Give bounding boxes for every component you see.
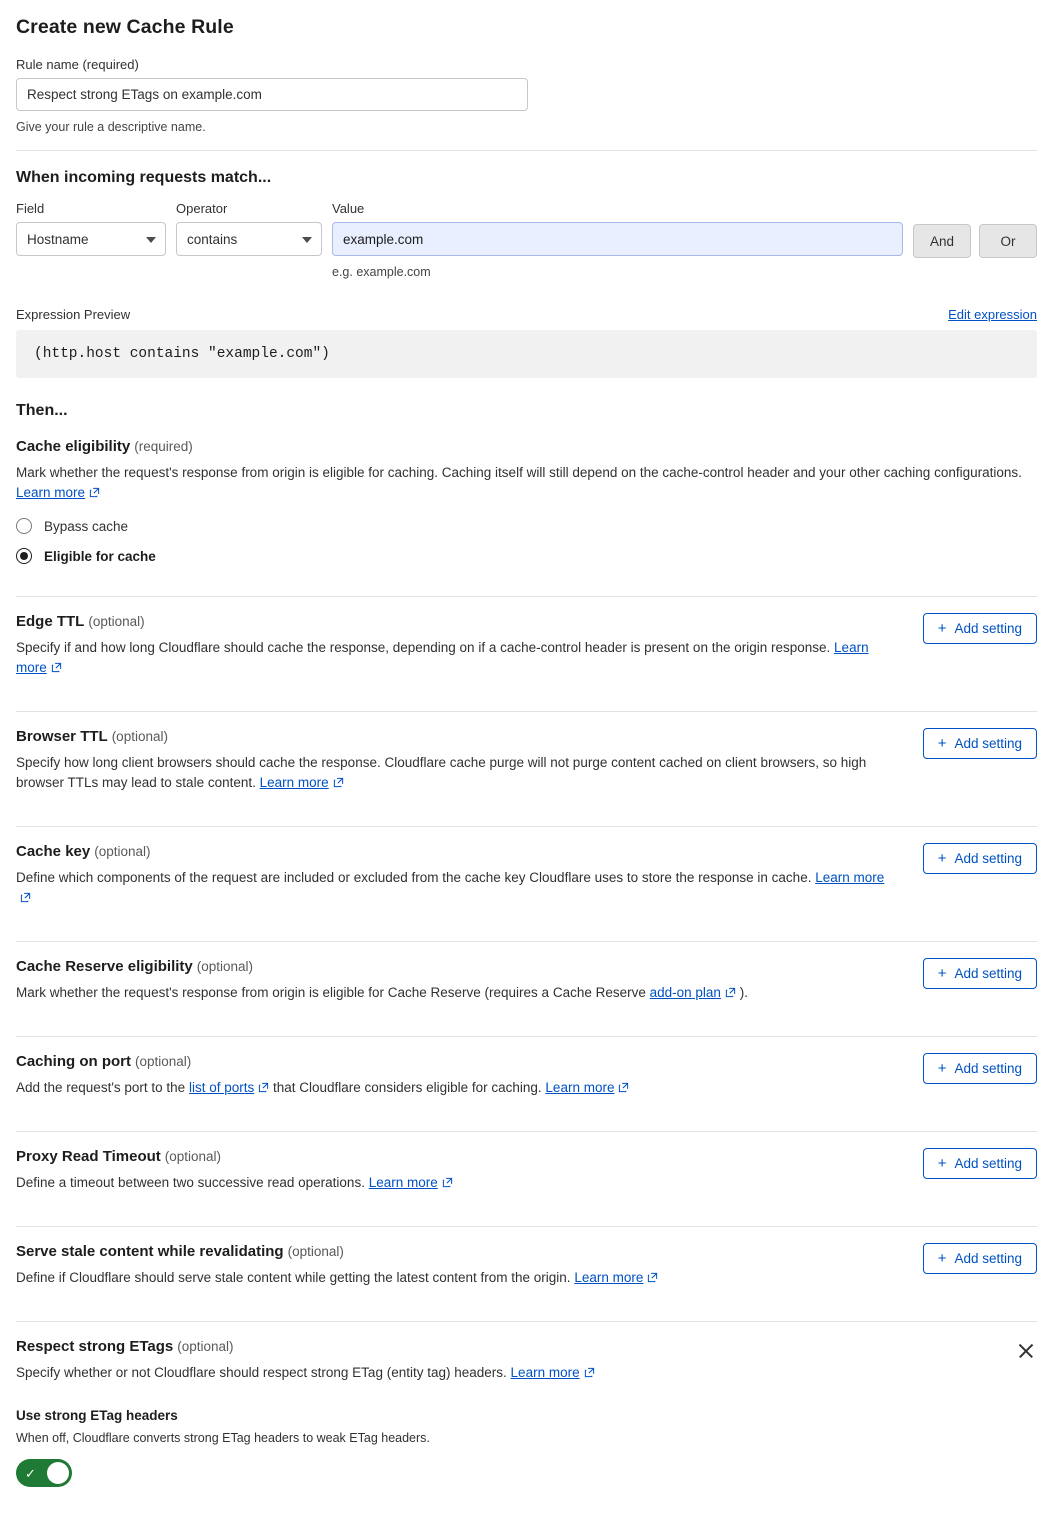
etags-optional-tag: (optional) xyxy=(177,1339,234,1354)
external-link-icon xyxy=(647,1269,658,1289)
etags-description xyxy=(16,1363,896,1384)
setting-description xyxy=(16,1078,896,1099)
match-row xyxy=(16,201,1037,279)
external-link-icon xyxy=(584,1364,595,1384)
setting-title xyxy=(16,1148,923,1165)
add-setting-button-serve-stale[interactable] xyxy=(923,1243,1037,1274)
setting-learn-more-link[interactable]: Learn more xyxy=(259,775,329,790)
radio-label-bypass: Bypass cache xyxy=(44,518,129,534)
expression-header xyxy=(16,307,1037,322)
logic-buttons xyxy=(913,224,1037,258)
setting-head xyxy=(16,1338,1037,1384)
plus-icon: + xyxy=(937,965,947,982)
add-on-plan-link[interactable]: add-on plan xyxy=(649,985,721,1000)
setting-optional-tag: (optional) xyxy=(111,729,168,744)
chevron-down-icon xyxy=(302,237,312,243)
chevron-down-icon xyxy=(146,237,156,243)
field-column xyxy=(16,201,166,256)
divider xyxy=(16,1321,1037,1322)
field-label: Field xyxy=(16,201,45,216)
setting-description-text: Define which components of the request are included or excluded from the cache key Cloudflare uses to store the response in cache. xyxy=(16,870,812,885)
setting-optional-tag: (optional) xyxy=(164,1149,222,1164)
etags-learn-more-link[interactable]: Learn more xyxy=(510,1365,580,1380)
divider xyxy=(16,1226,1037,1227)
setting-title-text: Browser TTL xyxy=(16,728,108,745)
value-hint: e.g. example.com xyxy=(332,265,431,279)
divider xyxy=(16,150,1037,151)
add-setting-button-proxy-read-timeout[interactable] xyxy=(923,1148,1037,1179)
field-select-value: Hostname xyxy=(27,231,89,247)
setting-description xyxy=(16,638,896,679)
check-icon: ✓ xyxy=(25,1465,36,1481)
value-input[interactable] xyxy=(332,222,903,256)
value-label: Value xyxy=(332,201,365,216)
external-link-icon xyxy=(20,889,31,909)
use-strong-etag-headers-description: When off, Cloudflare converts strong ETag headers to weak ETag headers. xyxy=(16,1431,430,1445)
etags-title-text: Respect strong ETags xyxy=(16,1338,174,1355)
plus-icon: + xyxy=(937,735,947,752)
radio-label-eligible: Eligible for cache xyxy=(44,548,156,564)
setting-cache-reserve-eligibility xyxy=(16,958,1037,1020)
cache-eligibility-title xyxy=(16,438,1037,455)
rule-name-label: Rule name (required) xyxy=(16,57,139,72)
setting-description-text: Mark whether the request's response from origin is eligible for Cache Reserve (requires a Cache Reserve xyxy=(16,985,646,1000)
setting-title xyxy=(16,958,923,975)
add-setting-button-cache-reserve[interactable] xyxy=(923,958,1037,989)
radio-eligible-for-cache[interactable] xyxy=(16,548,1037,564)
setting-proxy-read-timeout xyxy=(16,1148,1037,1210)
setting-title xyxy=(16,1053,923,1070)
setting-description-text: Specify how long client browsers should cache the response. Cloudflare cache purge will not purge content cached on client browsers, so high browser TTLs may lead to stale content. xyxy=(16,755,867,790)
cache-eligibility-description-text: Mark whether the request's response from origin is eligible for caching. Caching itself will still depend on the cache-control header and your other caching configurations. xyxy=(16,465,1022,480)
and-button[interactable]: And xyxy=(913,224,971,258)
setting-title-text: Caching on port xyxy=(16,1053,131,1070)
add-setting-button-browser-ttl[interactable] xyxy=(923,728,1037,759)
setting-description-text: Add the request's port to the xyxy=(16,1080,186,1095)
page-title: Create new Cache Rule xyxy=(16,16,234,38)
external-link-icon xyxy=(258,1079,269,1099)
plus-icon: + xyxy=(937,620,947,637)
setting-description xyxy=(16,753,896,794)
divider xyxy=(16,711,1037,712)
radio-icon-eligible xyxy=(16,548,32,564)
radio-bypass-cache[interactable] xyxy=(16,518,1037,534)
setting-title xyxy=(16,613,923,630)
or-button[interactable]: Or xyxy=(979,224,1037,258)
divider xyxy=(16,826,1037,827)
cache-eligibility-required-tag: (required) xyxy=(134,439,193,454)
setting-serve-stale-content xyxy=(16,1243,1037,1305)
cache-eligibility-block xyxy=(16,438,1037,580)
add-setting-label: Add setting xyxy=(954,1061,1022,1076)
add-setting-label: Add setting xyxy=(954,736,1022,751)
setting-optional-tag: (optional) xyxy=(287,1244,344,1259)
setting-head xyxy=(16,1148,1037,1194)
use-strong-etag-headers-label: Use strong ETag headers xyxy=(16,1408,178,1423)
setting-learn-more-link[interactable]: Learn more xyxy=(545,1080,615,1095)
expression-preview-box: (http.host contains "example.com") xyxy=(16,330,1037,378)
expression-preview-label: Expression Preview xyxy=(16,307,131,322)
rule-name-input[interactable] xyxy=(16,78,528,111)
setting-caching-on-port xyxy=(16,1053,1037,1115)
setting-description xyxy=(16,983,896,1004)
edit-expression-link[interactable]: Edit expression xyxy=(948,307,1037,322)
setting-optional-tag: (optional) xyxy=(135,1054,192,1069)
add-setting-label: Add setting xyxy=(954,621,1022,636)
add-setting-button-edge-ttl[interactable] xyxy=(923,613,1037,644)
setting-description-text-after: that Cloudflare considers eligible for caching. xyxy=(273,1080,542,1095)
setting-title xyxy=(16,1243,923,1260)
external-link-icon xyxy=(618,1079,629,1099)
external-link-icon xyxy=(89,484,100,504)
setting-head xyxy=(16,1243,1037,1289)
setting-title-text: Cache Reserve eligibility xyxy=(16,958,193,975)
add-setting-label: Add setting xyxy=(954,966,1022,981)
rule-name-helper: Give your rule a descriptive name. xyxy=(16,120,206,134)
external-link-icon xyxy=(725,984,736,1004)
use-strong-etag-headers-toggle[interactable] xyxy=(16,1459,72,1487)
toggle-knob xyxy=(47,1462,69,1484)
setting-title-text: Serve stale content while revalidating xyxy=(16,1243,284,1260)
setting-head xyxy=(16,843,1037,909)
divider xyxy=(16,1131,1037,1132)
external-link-icon xyxy=(51,659,62,679)
setting-learn-more-link[interactable]: Learn more xyxy=(16,640,869,675)
divider xyxy=(16,596,1037,597)
setting-learn-more-link[interactable]: Learn more xyxy=(815,870,885,885)
setting-title xyxy=(16,728,923,745)
add-setting-label: Add setting xyxy=(954,1156,1022,1171)
operator-column xyxy=(176,201,322,256)
cache-eligibility-description xyxy=(16,463,1037,504)
add-setting-label: Add setting xyxy=(954,1251,1022,1266)
setting-title-text: Cache key xyxy=(16,843,91,860)
operator-select-value: contains xyxy=(187,231,238,247)
etags-title xyxy=(16,1338,1015,1355)
divider xyxy=(16,941,1037,942)
rule-name-group xyxy=(16,57,1037,134)
setting-title-text: Proxy Read Timeout xyxy=(16,1148,161,1165)
plus-icon: + xyxy=(937,1155,947,1172)
radio-icon-bypass xyxy=(16,518,32,534)
cache-eligibility-learn-more-link[interactable]: Learn more xyxy=(16,485,86,500)
setting-head xyxy=(16,613,1037,679)
setting-optional-tag: (optional) xyxy=(88,614,145,629)
setting-browser-ttl xyxy=(16,728,1037,810)
setting-head xyxy=(16,728,1037,794)
setting-description xyxy=(16,1173,896,1194)
plus-icon: + xyxy=(937,1060,947,1077)
setting-description xyxy=(16,868,896,909)
close-icon[interactable] xyxy=(1015,1340,1037,1362)
external-link-icon xyxy=(333,774,344,794)
add-setting-button-cache-key[interactable] xyxy=(923,843,1037,874)
setting-respect-strong-etags xyxy=(16,1338,1037,1503)
value-column xyxy=(332,201,903,279)
field-select[interactable] xyxy=(16,222,166,256)
setting-edge-ttl xyxy=(16,613,1037,695)
setting-title-text: Edge TTL xyxy=(16,613,85,630)
add-setting-button-caching-on-port[interactable] xyxy=(923,1053,1037,1084)
setting-optional-tag: (optional) xyxy=(196,959,254,974)
setting-learn-more-link[interactable]: Learn more xyxy=(368,1175,438,1190)
setting-head xyxy=(16,958,1037,1004)
setting-head xyxy=(16,1053,1037,1099)
then-heading: Then... xyxy=(16,402,68,419)
list-of-ports-link[interactable]: list of ports xyxy=(188,1080,255,1095)
external-link-icon xyxy=(442,1174,453,1194)
plus-icon: + xyxy=(937,1250,947,1267)
plus-icon: + xyxy=(937,850,947,867)
divider xyxy=(16,1036,1037,1037)
setting-cache-key xyxy=(16,843,1037,925)
setting-optional-tag: (optional) xyxy=(94,844,151,859)
setting-description-text: Define if Cloudflare should serve stale content while getting the latest content from the origin. xyxy=(16,1270,571,1285)
match-section-heading: When incoming requests match... xyxy=(16,169,272,186)
cache-eligibility-title-text: Cache eligibility xyxy=(16,438,131,455)
add-setting-label: Add setting xyxy=(954,851,1022,866)
setting-description-text: Define a timeout between two successive read operations. xyxy=(16,1175,365,1190)
operator-select[interactable] xyxy=(176,222,322,256)
setting-description-text: Specify if and how long Cloudflare should cache the response, depending on if a cache-control header is present on the origin response. xyxy=(16,640,831,655)
setting-description xyxy=(16,1268,896,1289)
operator-label: Operator xyxy=(176,201,228,216)
setting-learn-more-link[interactable]: Learn more xyxy=(574,1270,644,1285)
setting-title xyxy=(16,843,923,860)
setting-description-text-after: ). xyxy=(739,985,748,1000)
etags-description-text: Specify whether or not Cloudflare should respect strong ETag (entity tag) headers. xyxy=(16,1365,507,1380)
